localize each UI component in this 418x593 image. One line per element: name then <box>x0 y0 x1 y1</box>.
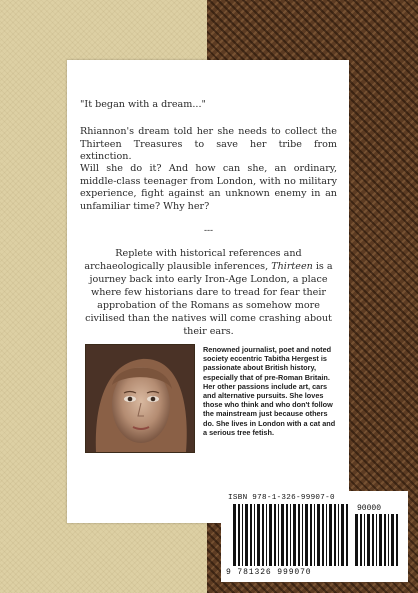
barcode-bar <box>290 504 291 566</box>
barcode-bar <box>305 504 308 566</box>
barcode-bar <box>274 504 276 566</box>
barcode-bar <box>388 514 389 566</box>
barcode-bar <box>379 514 382 566</box>
barcode-bar <box>269 504 272 566</box>
barcode-bar <box>266 504 267 566</box>
barcode-bar <box>341 504 344 566</box>
author-portrait <box>85 344 195 453</box>
book-summary <box>80 247 337 338</box>
barcode-bar <box>338 504 339 566</box>
barcode-bar <box>334 504 336 566</box>
book-title-italic: Thirteen <box>271 261 313 272</box>
barcode-bar <box>396 514 398 566</box>
barcode-bar <box>367 514 370 566</box>
barcode-bar <box>286 504 288 566</box>
barcode-bar <box>293 504 296 566</box>
barcode-bar <box>310 504 312 566</box>
isbn-label: ISBN 978-1-326-99907-0 <box>228 494 335 502</box>
barcode-bar <box>278 504 279 566</box>
author-bio: Renowned journalist, poet and noted society eccentric Tabitha Hergest is passionate about British history, especially that of pre-Roman Britain. Her other passions include art, cars and alternative pursuits. She loves those who think and who don't follow the mainstream just because others do. She lives in London with a cat and a serious tree fetish. <box>203 345 336 437</box>
barcode-bar <box>281 504 284 566</box>
barcode-bar <box>384 514 386 566</box>
barcode-bar <box>326 504 327 566</box>
barcode-bar <box>302 504 303 566</box>
price-code: 90000 <box>357 504 382 513</box>
barcode-bar <box>238 504 240 566</box>
barcode-bar <box>391 514 394 566</box>
section-separator: --- <box>203 226 214 236</box>
isbn-barcode <box>233 504 349 566</box>
barcode-bar <box>355 514 358 566</box>
barcode-bar <box>262 504 264 566</box>
barcode-bar <box>364 514 365 566</box>
barcode-bar <box>322 504 324 566</box>
portrait-illustration <box>86 345 194 452</box>
barcode-bar <box>372 514 374 566</box>
barcode-bar <box>233 504 236 566</box>
barcode-bar <box>314 504 315 566</box>
blurb-paragraph-2: Will she do it? And how can she, an ordinary, middle-class teenager from London, with no military experience, fight against an unknown enemy in an unfamiliar time? Why her? <box>80 163 337 212</box>
barcode-bar <box>254 504 255 566</box>
price-barcode <box>355 514 401 566</box>
barcode-bar <box>242 504 243 566</box>
barcode-bar <box>245 504 248 566</box>
barcode-bar <box>250 504 252 566</box>
barcode-bar <box>360 514 362 566</box>
barcode-bar <box>329 504 332 566</box>
summary-text-end: is a journey back into early Iron-Age London, a place where few historians dare to tread for fear their approbation of the Romans as somehow more civilised than the natives will come crashing about their ears. <box>85 261 333 337</box>
summary-text-start: Replete with historical references and archaeologically plausible inferences, <box>84 248 302 272</box>
barcode-digits: 9 781326 999070 <box>226 568 312 577</box>
opening-quote: "It began with a dream..." <box>80 99 206 110</box>
barcode-bar <box>376 514 377 566</box>
blurb-paragraph-1: Rhiannon's dream told her she needs to collect the Thirteen Treasures to save her tribe from extinction. <box>80 126 337 163</box>
barcode-bar <box>298 504 300 566</box>
barcode-bar <box>317 504 320 566</box>
barcode-bar <box>257 504 260 566</box>
barcode-bar <box>346 504 348 566</box>
